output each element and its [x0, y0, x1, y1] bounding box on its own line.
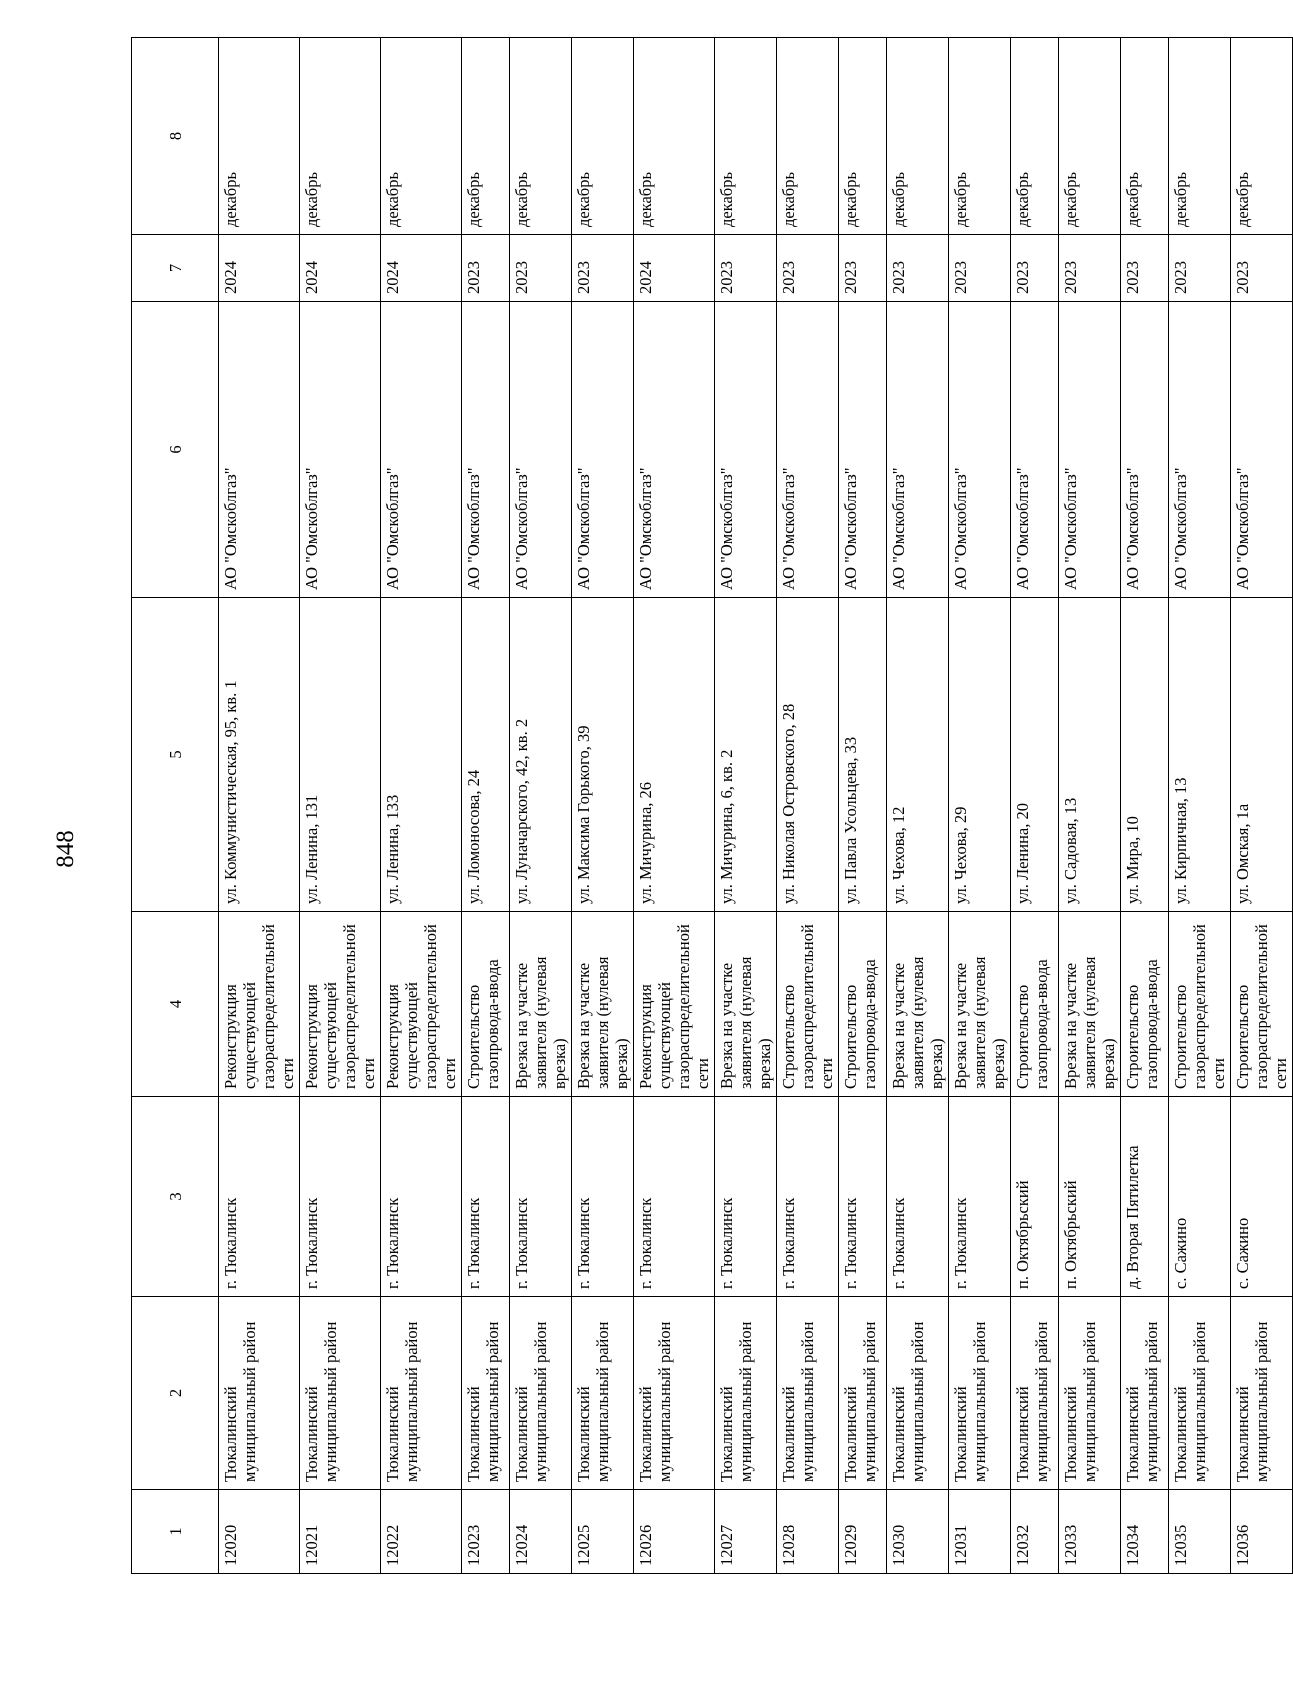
table-row — [510, 38, 572, 1574]
work-type-cell: Реконструкция существующей газораспределительной сети — [381, 912, 462, 1097]
year-cell: 2023 — [510, 235, 572, 302]
address-cell: ул. Мира, 10 — [1121, 598, 1169, 912]
work-type-cell: Строительство газораспределительной сети — [1169, 912, 1231, 1097]
settlement-cell: г. Тюкалинск — [510, 1097, 572, 1297]
settlement-cell: г. Тюкалинск — [219, 1097, 300, 1297]
settlement-cell: г. Тюкалинск — [572, 1097, 634, 1297]
table-row — [1231, 38, 1293, 1574]
column-header-6: 6 — [132, 302, 219, 598]
organization-cell: АО "Омскоблгаз" — [381, 302, 462, 598]
table-row — [219, 38, 300, 1574]
row-number: 12034 — [1121, 1490, 1169, 1574]
row-number: 12022 — [381, 1490, 462, 1574]
settlement-cell: с. Сажино — [1169, 1097, 1231, 1297]
settlement-cell: д. Вторая Пятилетка — [1121, 1097, 1169, 1297]
row-number: 12030 — [887, 1490, 949, 1574]
address-cell: ул. Луначарского, 42, кв. 2 — [510, 598, 572, 912]
address-cell: ул. Кирпичная, 13 — [1169, 598, 1231, 912]
district-cell: Тюкалинский муниципальный район — [1169, 1297, 1231, 1490]
year-cell: 2023 — [949, 235, 1011, 302]
work-type-cell: Реконструкция существующей газораспределительной сети — [219, 912, 300, 1097]
year-cell: 2024 — [219, 235, 300, 302]
month-cell: декабрь — [219, 38, 300, 235]
year-cell: 2024 — [300, 235, 381, 302]
column-header-8: 8 — [132, 38, 219, 235]
district-cell: Тюкалинский муниципальный район — [572, 1297, 634, 1490]
row-number: 12023 — [462, 1490, 510, 1574]
column-header-3: 3 — [132, 1097, 219, 1297]
year-cell: 2024 — [634, 235, 715, 302]
address-cell: ул. Николая Островского, 28 — [777, 598, 839, 912]
address-cell: ул. Ленина, 131 — [300, 598, 381, 912]
column-header-2: 2 — [132, 1297, 219, 1490]
table-row — [715, 38, 777, 1574]
year-cell: 2023 — [462, 235, 510, 302]
work-type-cell: Реконструкция существующей газораспределительной сети — [300, 912, 381, 1097]
row-number: 12035 — [1169, 1490, 1231, 1574]
address-cell: ул. Чехова, 12 — [887, 598, 949, 912]
organization-cell: АО "Омскоблгаз" — [1231, 302, 1293, 598]
row-number: 12021 — [300, 1490, 381, 1574]
table-row — [1011, 38, 1059, 1574]
month-cell: декабрь — [839, 38, 887, 235]
year-cell: 2023 — [572, 235, 634, 302]
month-cell: декабрь — [1011, 38, 1059, 235]
table-row — [777, 38, 839, 1574]
work-type-cell: Строительство газораспределительной сети — [1231, 912, 1293, 1097]
organization-cell: АО "Омскоблгаз" — [1169, 302, 1231, 598]
work-type-cell: Строительство газопровода-ввода — [1121, 912, 1169, 1097]
address-cell: ул. Ломоносова, 24 — [462, 598, 510, 912]
table-row — [839, 38, 887, 1574]
column-header-5: 5 — [132, 598, 219, 912]
settlement-cell: г. Тюкалинск — [462, 1097, 510, 1297]
organization-cell: АО "Омскоблгаз" — [219, 302, 300, 598]
address-cell: ул. Максима Горького, 39 — [572, 598, 634, 912]
table-header — [132, 38, 219, 1574]
header-row — [132, 38, 219, 1574]
district-cell: Тюкалинский муниципальный район — [839, 1297, 887, 1490]
address-cell: ул. Павла Усольцева, 33 — [839, 598, 887, 912]
work-type-cell: Врезка на участке заявителя (нулевая врезка) — [510, 912, 572, 1097]
year-cell: 2023 — [1011, 235, 1059, 302]
month-cell: декабрь — [510, 38, 572, 235]
address-cell: ул. Ленина, 133 — [381, 598, 462, 912]
work-type-cell: Строительство газопровода-ввода — [462, 912, 510, 1097]
organization-cell: АО "Омскоблгаз" — [715, 302, 777, 598]
settlement-cell: г. Тюкалинск — [381, 1097, 462, 1297]
settlement-cell: п. Октябрьский — [1011, 1097, 1059, 1297]
settlement-cell: п. Октябрьский — [1059, 1097, 1121, 1297]
address-cell: ул. Чехова, 29 — [949, 598, 1011, 912]
row-number: 12031 — [949, 1490, 1011, 1574]
row-number: 12029 — [839, 1490, 887, 1574]
row-number: 12020 — [219, 1490, 300, 1574]
district-cell: Тюкалинский муниципальный район — [634, 1297, 715, 1490]
organization-cell: АО "Омскоблгаз" — [1059, 302, 1121, 598]
district-cell: Тюкалинский муниципальный район — [1011, 1297, 1059, 1490]
district-cell: Тюкалинский муниципальный район — [219, 1297, 300, 1490]
table-frame — [131, 38, 1290, 1574]
district-cell: Тюкалинский муниципальный район — [1121, 1297, 1169, 1490]
table-row — [381, 38, 462, 1574]
year-cell: 2023 — [1121, 235, 1169, 302]
work-type-cell: Реконструкция существующей газораспределительной сети — [634, 912, 715, 1097]
district-cell: Тюкалинский муниципальный район — [777, 1297, 839, 1490]
work-type-cell: Врезка на участке заявителя (нулевая врезка) — [572, 912, 634, 1097]
settlement-cell: г. Тюкалинск — [300, 1097, 381, 1297]
organization-cell: АО "Омскоблгаз" — [510, 302, 572, 598]
organization-cell: АО "Омскоблгаз" — [572, 302, 634, 598]
address-cell: ул. Садовая, 13 — [1059, 598, 1121, 912]
organization-cell: АО "Омскоблгаз" — [1011, 302, 1059, 598]
gasification-table — [131, 37, 1293, 1574]
month-cell: декабрь — [634, 38, 715, 235]
month-cell: декабрь — [887, 38, 949, 235]
year-cell: 2023 — [1059, 235, 1121, 302]
month-cell: декабрь — [572, 38, 634, 235]
column-header-7: 7 — [132, 235, 219, 302]
organization-cell: АО "Омскоблгаз" — [887, 302, 949, 598]
row-number: 12027 — [715, 1490, 777, 1574]
work-type-cell: Врезка на участке заявителя (нулевая врезка) — [949, 912, 1011, 1097]
address-cell: ул. Мичурина, 6, кв. 2 — [715, 598, 777, 912]
table-row — [949, 38, 1011, 1574]
work-type-cell: Врезка на участке заявителя (нулевая врезка) — [887, 912, 949, 1097]
month-cell: декабрь — [300, 38, 381, 235]
month-cell: декабрь — [777, 38, 839, 235]
work-type-cell: Строительство газораспределительной сети — [777, 912, 839, 1097]
table-row — [1121, 38, 1169, 1574]
month-cell: декабрь — [1231, 38, 1293, 235]
work-type-cell: Врезка на участке заявителя (нулевая врезка) — [1059, 912, 1121, 1097]
settlement-cell: г. Тюкалинск — [634, 1097, 715, 1297]
row-number: 12028 — [777, 1490, 839, 1574]
column-header-1: 1 — [132, 1490, 219, 1574]
work-type-cell: Врезка на участке заявителя (нулевая врезка) — [715, 912, 777, 1097]
organization-cell: АО "Омскоблгаз" — [777, 302, 839, 598]
organization-cell: АО "Омскоблгаз" — [462, 302, 510, 598]
settlement-cell: г. Тюкалинск — [839, 1097, 887, 1297]
row-number: 12025 — [572, 1490, 634, 1574]
district-cell: Тюкалинский муниципальный район — [1059, 1297, 1121, 1490]
district-cell: Тюкалинский муниципальный район — [462, 1297, 510, 1490]
month-cell: декабрь — [462, 38, 510, 235]
year-cell: 2023 — [839, 235, 887, 302]
organization-cell: АО "Омскоблгаз" — [839, 302, 887, 598]
year-cell: 2023 — [1169, 235, 1231, 302]
column-header-4: 4 — [132, 912, 219, 1097]
settlement-cell: г. Тюкалинск — [777, 1097, 839, 1297]
district-cell: Тюкалинский муниципальный район — [381, 1297, 462, 1490]
month-cell: декабрь — [1121, 38, 1169, 235]
address-cell: ул. Омская, 1а — [1231, 598, 1293, 912]
row-number: 12026 — [634, 1490, 715, 1574]
work-type-cell: Строительство газопровода-ввода — [1011, 912, 1059, 1097]
settlement-cell: г. Тюкалинск — [949, 1097, 1011, 1297]
table-row — [1059, 38, 1121, 1574]
month-cell: декабрь — [949, 38, 1011, 235]
address-cell: ул. Мичурина, 26 — [634, 598, 715, 912]
year-cell: 2023 — [777, 235, 839, 302]
district-cell: Тюкалинский муниципальный район — [1231, 1297, 1293, 1490]
year-cell: 2023 — [1231, 235, 1293, 302]
district-cell: Тюкалинский муниципальный район — [949, 1297, 1011, 1490]
organization-cell: АО "Омскоблгаз" — [949, 302, 1011, 598]
district-cell: Тюкалинский муниципальный район — [887, 1297, 949, 1490]
row-number: 12036 — [1231, 1490, 1293, 1574]
month-cell: декабрь — [1059, 38, 1121, 235]
table-row — [634, 38, 715, 1574]
table-row — [300, 38, 381, 1574]
month-cell: декабрь — [715, 38, 777, 235]
settlement-cell: с. Сажино — [1231, 1097, 1293, 1297]
table-row — [572, 38, 634, 1574]
work-type-cell: Строительство газопровода-ввода — [839, 912, 887, 1097]
organization-cell: АО "Омскоблгаз" — [634, 302, 715, 598]
district-cell: Тюкалинский муниципальный район — [300, 1297, 381, 1490]
table-row — [462, 38, 510, 1574]
year-cell: 2024 — [381, 235, 462, 302]
month-cell: декабрь — [1169, 38, 1231, 235]
district-cell: Тюкалинский муниципальный район — [715, 1297, 777, 1490]
year-cell: 2023 — [887, 235, 949, 302]
row-number: 12024 — [510, 1490, 572, 1574]
address-cell: ул. Коммунистическая, 95, кв. 1 — [219, 598, 300, 912]
settlement-cell: г. Тюкалинск — [715, 1097, 777, 1297]
address-cell: ул. Ленина, 20 — [1011, 598, 1059, 912]
table-row — [1169, 38, 1231, 1574]
row-number: 12033 — [1059, 1490, 1121, 1574]
page-number: 848 — [52, 830, 79, 868]
organization-cell: АО "Омскоблгаз" — [300, 302, 381, 598]
district-cell: Тюкалинский муниципальный район — [510, 1297, 572, 1490]
organization-cell: АО "Омскоблгаз" — [1121, 302, 1169, 598]
month-cell: декабрь — [381, 38, 462, 235]
year-cell: 2023 — [715, 235, 777, 302]
settlement-cell: г. Тюкалинск — [887, 1097, 949, 1297]
row-number: 12032 — [1011, 1490, 1059, 1574]
table-row — [887, 38, 949, 1574]
table-body — [219, 38, 1293, 1574]
